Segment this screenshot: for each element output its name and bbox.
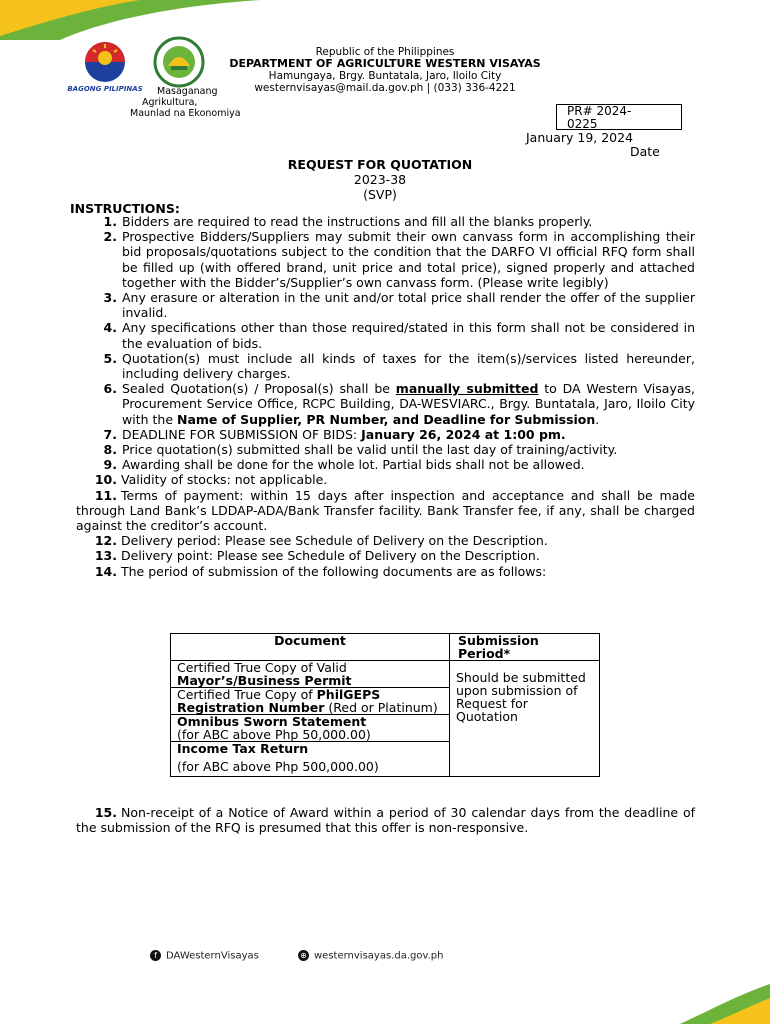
instruction-item: 7. DEADLINE FOR SUBMISSION OF BIDS: January 26, 2024 at 1:00 pm.: [103, 426, 566, 442]
document-cell: Certified True Copy of PhilGEPS Registration Number (Red or Platinum): [171, 688, 450, 715]
bagong-pilipinas-label: BAGONG PILIPINAS: [67, 85, 143, 93]
documents-table: [170, 633, 600, 777]
document-title: REQUEST FOR QUOTATION: [287, 157, 473, 172]
instructions-heading: INSTRUCTIONS:: [70, 201, 180, 216]
instruction-item: 11. Terms of payment: within 15 days after inspection and acceptance and shall be made through Land Bank’s LDDAP-ADA/Bank Transfer facility. Bank Transfer fee, if any, shall be charged against the creditor’s account.: [76, 487, 695, 534]
letterhead: [180, 46, 590, 94]
corner-wave-decoration-bottom: [680, 984, 770, 1024]
instruction-item: 1. Bidders are required to read the instructions and fill all the blanks properly.: [103, 214, 593, 229]
footer-facebook: [150, 950, 259, 962]
pr-number-box: [556, 104, 682, 130]
submission-period-cell: Should be submitted upon submission of Request for Quotation: [450, 661, 600, 777]
document-cell: Certified True Copy of Valid Mayor’s/Business Permit: [171, 661, 450, 688]
document-cell: Omnibus Sworn Statement (for ABC above Php 50,000.00): [171, 715, 450, 742]
rfq-number-value: 2023-38: [353, 172, 407, 187]
instruction-item-15: 15. Non-receipt of a Notice of Award within a period of 30 calendar days from the deadline of the submission of the RFQ is presumed that this offer is non-responsive.: [76, 805, 695, 836]
tagline: Masaganang Agrikultura, Maunlad na Ekonomiya: [130, 86, 241, 119]
table-row: [171, 661, 600, 688]
instruction-item: 6. Sealed Quotation(s) / Proposal(s) shall be manually submitted to DA Western Visayas, Procurement Service Office, RCPC Building, DA-WESVIARC., Brgy. Buntatala, Jaro, Iloilo City with the Name of Supplier, PR Number, and Deadline for Submission.: [103, 381, 695, 427]
date-label: Date: [630, 144, 660, 159]
pr-number-line1: PR# 2024-: [567, 104, 632, 118]
document-cell: Income Tax Return (for ABC above Php 500,000.00): [171, 742, 450, 777]
instructions-list: [70, 214, 695, 579]
republic-line: Republic of the Philippines: [315, 46, 455, 58]
instruction-item: 13. Delivery point: Please see Schedule of Delivery on the Description.: [94, 548, 540, 564]
rfq-number: [300, 172, 460, 202]
facebook-handle: DAWesternVisayas: [166, 950, 259, 962]
instruction-item: 3. Any erasure or alteration in the unit and/or total price shall render the offer of the supplier invalid.: [103, 290, 695, 321]
corner-wave-decoration: [0, 0, 260, 40]
date-value: January 19, 2024: [526, 130, 634, 145]
instruction-item: 2. Prospective Bidders/Suppliers may submit their own canvass form in accomplishing their bid proposals/quotations subject to the condition that the DARFO VI official RFQ form shall be filled up (with offered brand, unit price and total price), signed properly and attached together with the Bidder’s/Supplier’s own canvass form. (Please write legibly): [103, 229, 695, 290]
table-header-document: Document: [171, 634, 450, 661]
instruction-item: 12. Delivery period: Please see Schedule of Delivery on the Description.: [94, 533, 548, 549]
instruction-item: 10. Validity of stocks: not applicable.: [94, 472, 328, 488]
website-url: westernvisayas.da.gov.ph: [314, 950, 444, 962]
instruction-item: 8. Price quotation(s) submitted shall be valid until the last day of training/activity.: [103, 442, 618, 458]
facebook-icon: f: [150, 950, 161, 961]
table-header-period: Submission Period*: [450, 634, 600, 661]
instruction-item: 5. Quotation(s) must include all kinds of taxes for the item(s)/services listed hereunder, including delivery charges.: [103, 350, 695, 382]
footer-website: [298, 950, 443, 962]
department-name: DEPARTMENT OF AGRICULTURE WESTERN VISAYAS: [229, 57, 541, 70]
address-line: Hamungaya, Brgy. Buntatala, Jaro, Iloilo City: [268, 70, 502, 82]
instruction-item: 14. The period of submission of the following documents are as follows:: [94, 563, 547, 579]
procurement-mode: (SVP): [363, 187, 397, 202]
contact-line: westernvisayas@mail.da.gov.ph | (033) 336-4221: [254, 82, 516, 94]
globe-icon: ⊕: [298, 950, 309, 961]
instruction-item: 4. Any specifications other than those required/stated in this form shall not be considered in the evaluation of bids.: [103, 320, 695, 351]
instruction-item: 9. Awarding shall be done for the whole lot. Partial bids shall not be allowed.: [103, 457, 585, 473]
pr-number-line2: 0225: [567, 117, 598, 131]
